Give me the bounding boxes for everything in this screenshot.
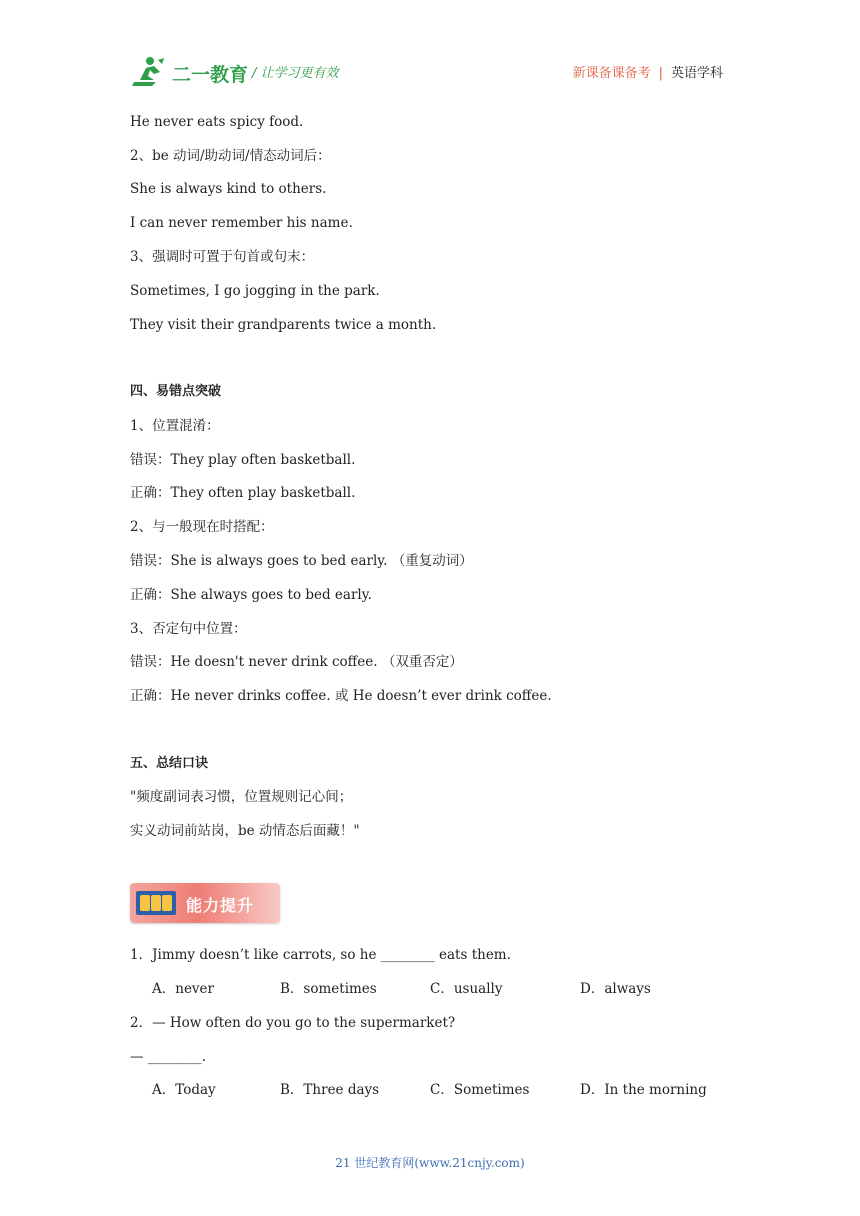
header-slogan: / 让学习更有效	[252, 66, 339, 81]
text-line: 错误：He doesn't never drink coffee. （双重否定）	[130, 654, 463, 670]
badge-label: 能力提升	[186, 896, 255, 915]
header-subject-label: 英语学科	[670, 66, 723, 81]
header-course-label: 新课备课备考	[572, 66, 651, 81]
question-stem: 1．Jimmy doesn’t like carrots, so he ________ eats them.	[130, 947, 511, 963]
ability-badge	[130, 883, 280, 923]
mnemonic-line: 实义动词前站岗，be 动情态后面藏！"	[130, 823, 360, 839]
text-line: 2、be 动词/助动词/情态动词后：	[130, 148, 331, 164]
text-line: 2、与一般现在时搭配：	[130, 519, 274, 535]
text-line: Sometimes, I go jogging in the park.	[130, 283, 380, 299]
people-icon	[136, 891, 176, 915]
text-line: He never eats spicy food.	[130, 114, 304, 130]
option-b: B．sometimes	[280, 981, 377, 997]
text-line: She is always kind to others.	[130, 181, 327, 197]
text-line: 正确：He never drinks coffee. 或 He doesn’t ever drink coffee.	[130, 688, 552, 704]
mnemonic-line: "频度副词表习惯，位置规则记心间；	[130, 789, 353, 805]
text-line: 错误：She is always goes to bed early. （重复动词）	[130, 553, 473, 569]
text-line: 3、否定句中位置：	[130, 621, 247, 637]
text-line: 错误：They play often basketball.	[130, 452, 356, 468]
section-heading: 五、总结口诀	[130, 756, 209, 771]
option-a: A．never	[152, 981, 215, 997]
answer-line: — ________.	[130, 1049, 207, 1065]
text-line: They visit their grandparents twice a month.	[130, 317, 437, 333]
option-b: B．Three days	[280, 1082, 380, 1098]
option-d: D．always	[580, 981, 651, 997]
logo-text: 二一教育	[172, 64, 249, 86]
text-line: I can never remember his name.	[130, 215, 353, 231]
option-d: D．In the morning	[580, 1082, 707, 1098]
page-footer: 21 世纪教育网(www.21cnjy.com)	[335, 1156, 525, 1170]
text-line: 正确：They often play basketball.	[130, 485, 356, 501]
option-c: C．usually	[430, 981, 503, 997]
header-separator: |	[658, 66, 663, 81]
option-c: C．Sometimes	[430, 1082, 530, 1098]
header-subject	[573, 62, 723, 81]
page-header	[0, 0, 860, 100]
text-line: 正确：She always goes to bed early.	[130, 587, 372, 603]
text-line: 3、强调时可置于句首或句末：	[130, 249, 315, 265]
question-stem: 2．— How often do you go to the supermarket?	[130, 1015, 456, 1031]
text-line: 1、位置混淆：	[130, 418, 220, 434]
option-a: A．Today	[152, 1082, 216, 1098]
logo-icon	[130, 54, 252, 90]
section-heading: 四、易错点突破	[130, 384, 222, 399]
